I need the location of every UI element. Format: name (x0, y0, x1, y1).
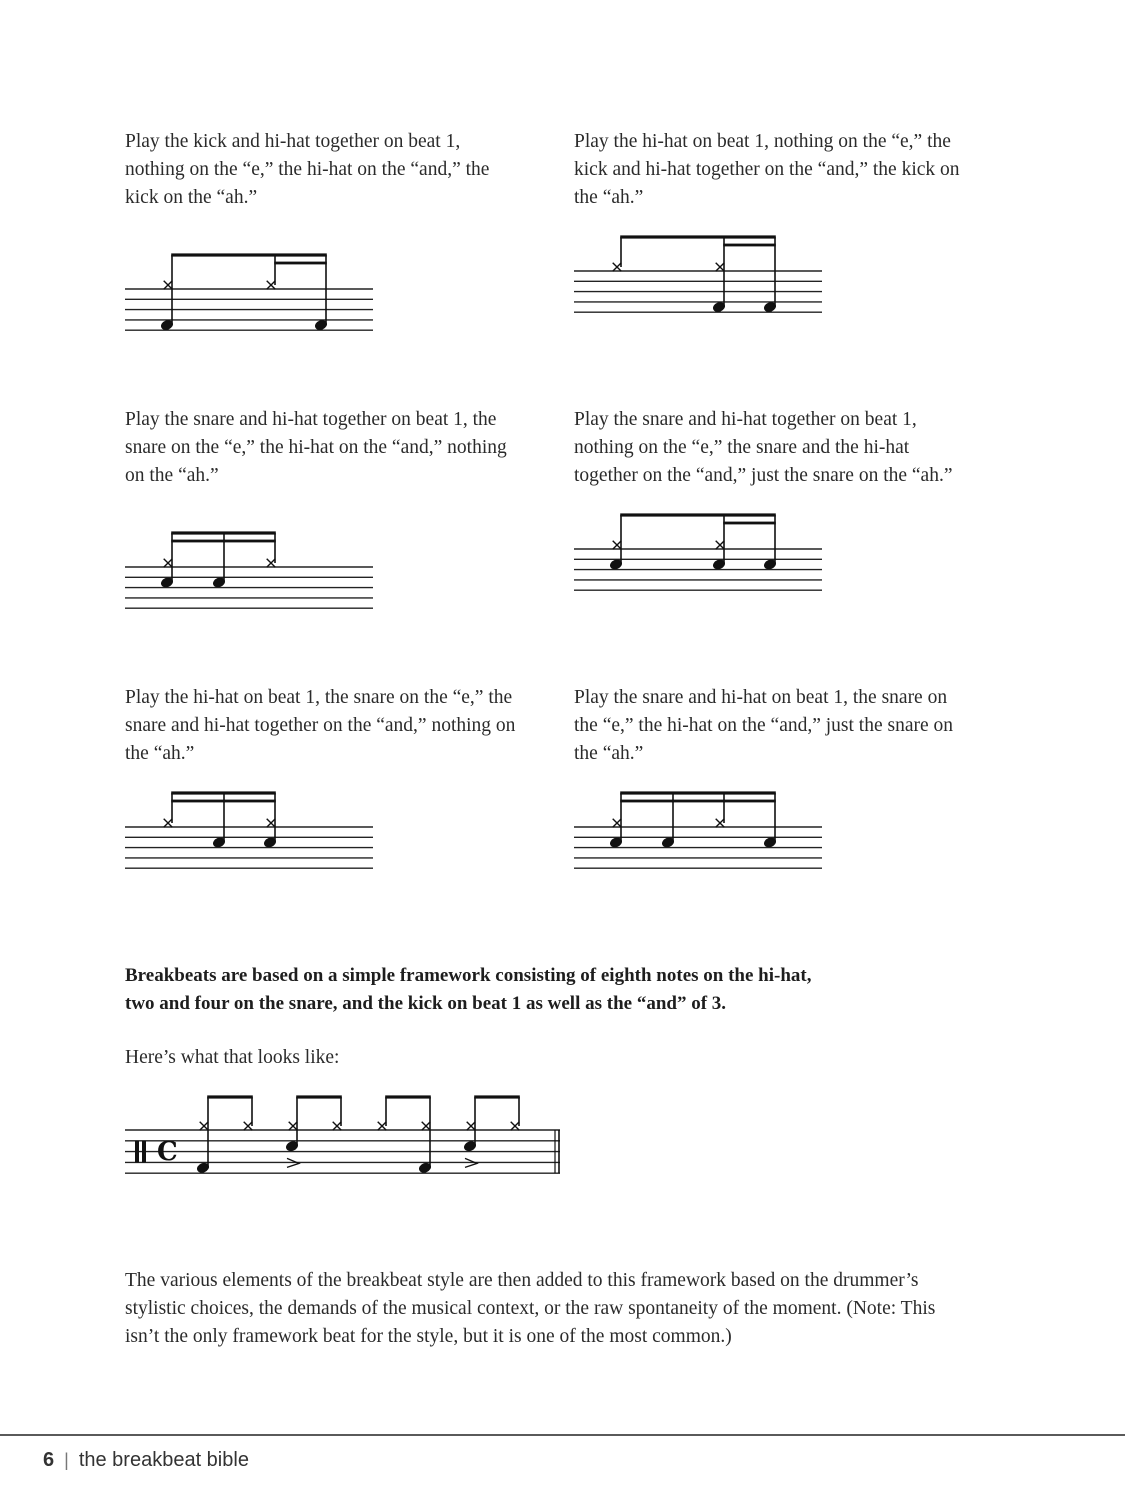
closing-paragraph (125, 1267, 1025, 1351)
hihat-x-notehead (267, 819, 276, 828)
example-6-notation (569, 778, 829, 878)
text-line: on the “ah.” (125, 465, 219, 486)
example-2-notation (569, 222, 829, 322)
percussion-clef-bar (135, 1141, 139, 1163)
text-line: Play the hi-hat on beat 1, the snare on the “e,” the (125, 687, 513, 708)
text-line: Play the snare and hi-hat on beat 1, the snare on (574, 687, 948, 708)
eighth-beam (296, 1095, 342, 1098)
hihat-x-notehead (333, 1122, 342, 1131)
primary-beam (620, 513, 776, 516)
hihat-x-notehead (267, 559, 276, 568)
text-line: Breakbeats are based on a simple framework consisting of eighth notes on the hi-hat, (125, 965, 812, 986)
text-line: the “ah.” (125, 743, 195, 764)
footer-separator: | (64, 1450, 69, 1470)
hihat-x-notehead (244, 1122, 253, 1131)
primary-beam (620, 791, 776, 794)
primary-beam (171, 253, 327, 256)
text-line: the “ah.” (574, 743, 644, 764)
hihat-x-notehead (200, 1122, 209, 1131)
hihat-x-notehead (164, 559, 173, 568)
hihat-x-notehead (164, 819, 173, 828)
hihat-x-notehead (289, 1122, 298, 1131)
footer-divider (0, 1434, 1125, 1436)
percussion-clef-bar (142, 1141, 146, 1163)
text-line: kick and hi-hat together on the “and,” the kick on (574, 159, 960, 180)
hihat-x-notehead (378, 1122, 387, 1131)
secondary-beam (274, 262, 327, 265)
text-line: Play the kick and hi-hat together on beat 1, (125, 131, 461, 152)
text-line: Play the hi-hat on beat 1, nothing on the “e,” the (574, 131, 951, 152)
hihat-x-notehead (613, 819, 622, 828)
page-number: 6 (43, 1449, 55, 1471)
example-2-text (574, 128, 1024, 212)
framework-notation (120, 1085, 580, 1185)
hihat-x-notehead (422, 1122, 431, 1131)
secondary-beam (723, 244, 776, 247)
text-line: the “e,” the hi-hat on the “and,” just the snare on (574, 715, 954, 736)
hihat-x-notehead (716, 541, 725, 550)
text-line: Play the snare and hi-hat together on beat 1, (574, 409, 917, 430)
time-signature-common: C (157, 1137, 178, 1168)
secondary-beam (672, 800, 725, 803)
secondary-beam (620, 800, 674, 803)
text-line: nothing on the “e,” the snare and the hi-hat (574, 437, 910, 458)
hihat-x-notehead (716, 819, 725, 828)
eighth-beam (474, 1095, 520, 1098)
example-6-text (574, 684, 1024, 768)
hihat-x-notehead (267, 281, 276, 290)
text-line: the “ah.” (574, 187, 644, 208)
text-line: Play the snare and hi-hat together on beat 1, the (125, 409, 497, 430)
primary-beam (620, 235, 776, 238)
secondary-beam (223, 800, 276, 803)
secondary-beam (171, 540, 225, 543)
secondary-beam (223, 540, 276, 543)
hihat-x-notehead (511, 1122, 520, 1131)
text-line: snare and hi-hat together on the “and,” nothing on (125, 715, 516, 736)
eighth-beam (385, 1095, 431, 1098)
page-footer (43, 1449, 249, 1472)
text-line: together on the “and,” just the snare on the “ah.” (574, 465, 953, 486)
framework-intro: Here’s what that looks like: (125, 1047, 340, 1068)
example-1-text (125, 128, 565, 212)
secondary-beam (723, 800, 776, 803)
text-line: The various elements of the breakbeat style are then added to this framework based on the drummer’s (125, 1270, 919, 1291)
text-line: snare on the “e,” the hi-hat on the “and,” nothing (125, 437, 507, 458)
hihat-x-notehead (467, 1122, 476, 1131)
secondary-beam (723, 522, 776, 525)
text-line: isn’t the only framework beat for the style, but it is one of the most common.) (125, 1326, 732, 1347)
hihat-x-notehead (164, 281, 173, 290)
example-1-notation (120, 240, 380, 340)
framework-summary (125, 962, 1005, 1018)
text-line: kick on the “ah.” (125, 187, 258, 208)
hihat-x-notehead (716, 263, 725, 272)
hihat-x-notehead (613, 541, 622, 550)
example-4-notation (569, 500, 829, 600)
book-title: the breakbeat bible (78, 1449, 249, 1471)
example-3-notation (120, 518, 380, 618)
primary-beam (171, 531, 276, 534)
example-5-notation (120, 778, 380, 878)
text-line: two and four on the snare, and the kick on beat 1 as well as the “and” of 3. (125, 993, 727, 1014)
example-3-text (125, 406, 565, 490)
text-line: stylistic choices, the demands of the musical context, or the raw spontaneity of the moment. (Note: This (125, 1298, 936, 1319)
text-line: nothing on the “e,” the hi-hat on the “and,” the (125, 159, 490, 180)
eighth-beam (207, 1095, 253, 1098)
example-5-text (125, 684, 565, 768)
example-4-text (574, 406, 1024, 490)
secondary-beam (171, 800, 225, 803)
primary-beam (171, 791, 276, 794)
hihat-x-notehead (613, 263, 622, 272)
